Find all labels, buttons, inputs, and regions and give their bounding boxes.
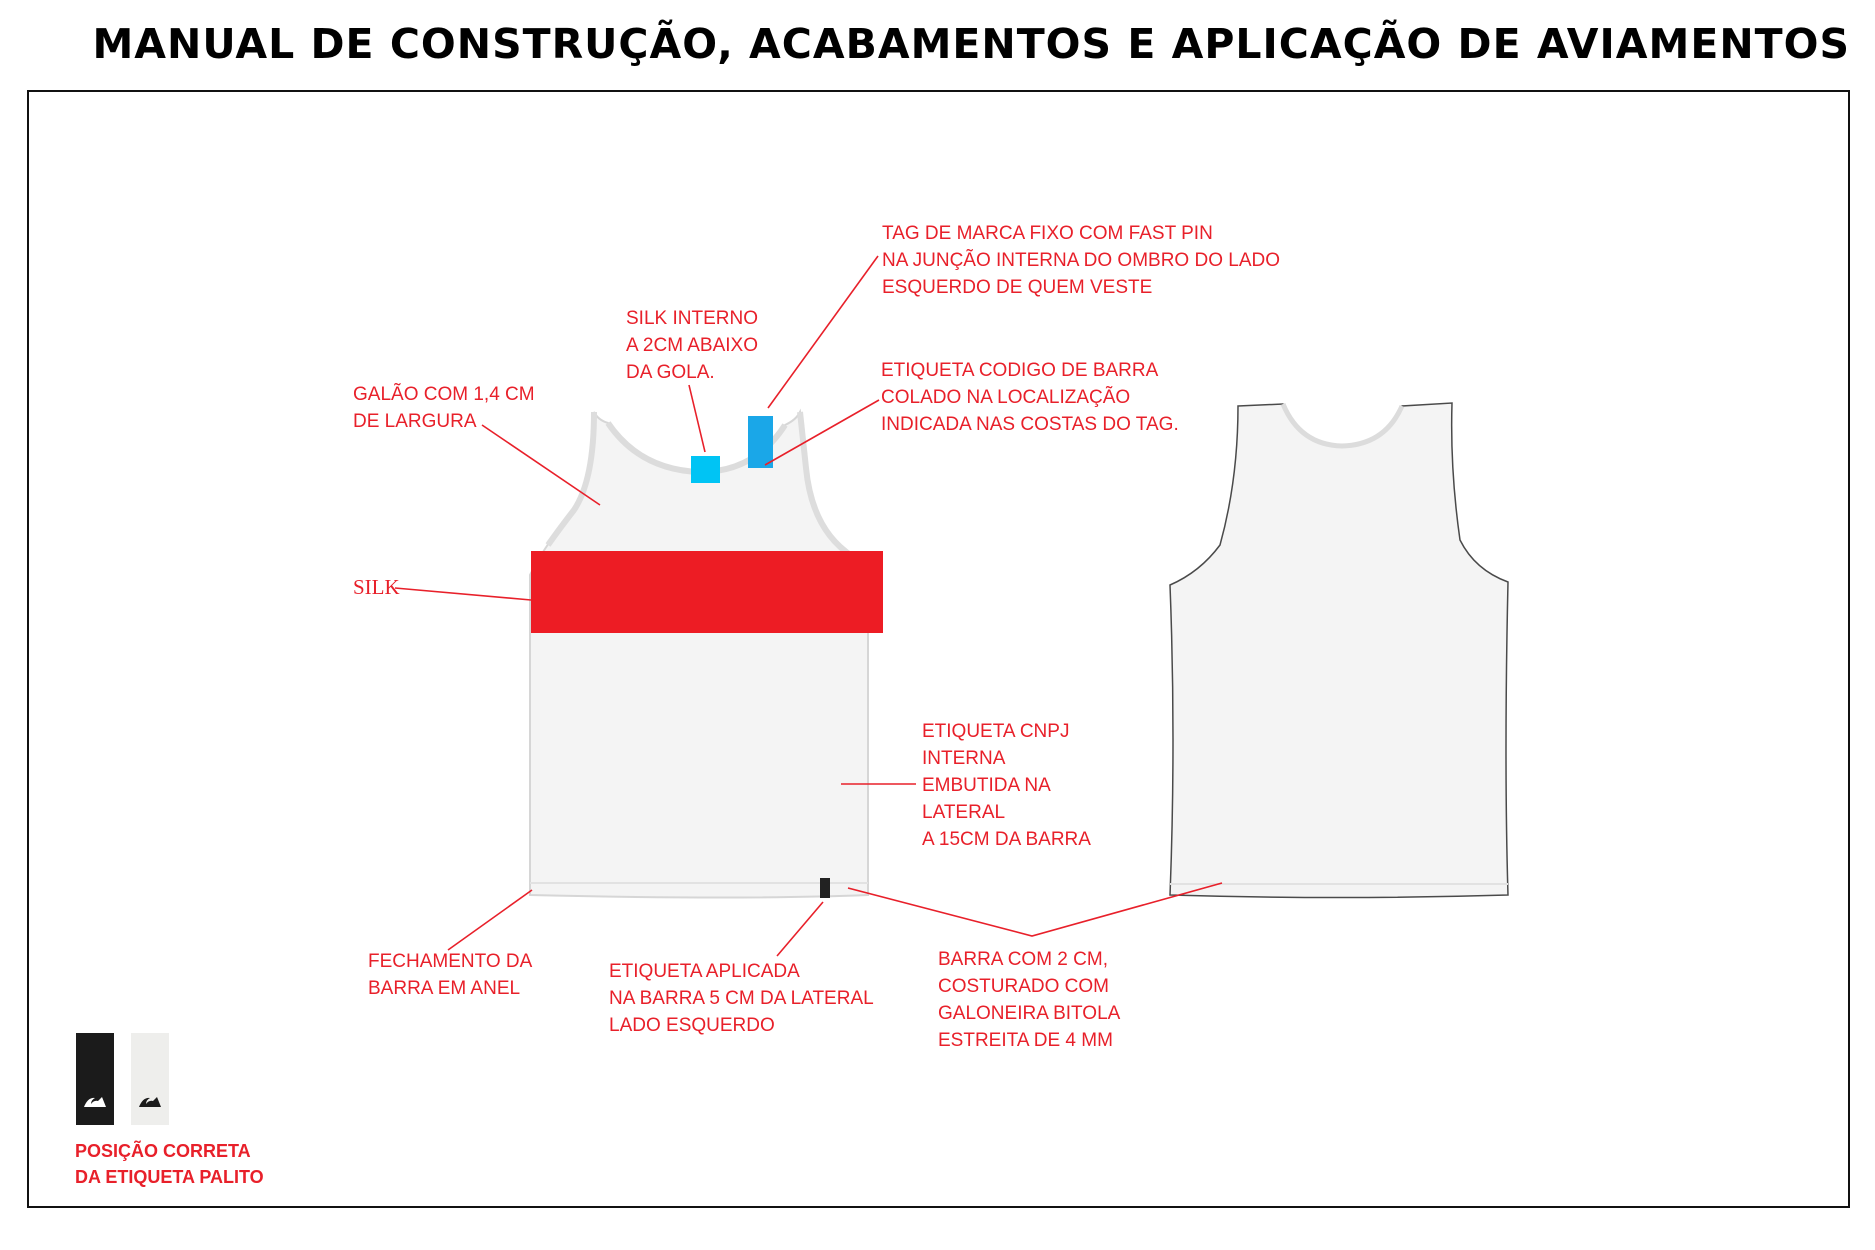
silk-internal-marker	[691, 456, 720, 483]
annotation-binding: GALÃO COM 1,4 CM DE LARGURA	[353, 384, 535, 432]
annotation-barcode-label: ETIQUETA CODIGO DE BARRA COLADO NA LOCALIZAÇÃO INDICADA NAS COSTAS DO TAG.	[881, 360, 1179, 435]
annotation-applied-label: ETIQUETA APLICADA NA BARRA 5 CM DA LATERAL LADO ESQUERDO	[609, 961, 874, 1036]
annotation-silk: SILK	[353, 575, 400, 599]
silk-print-area	[531, 551, 883, 633]
leader-applied-label	[777, 902, 823, 956]
hem-flag-label	[820, 878, 830, 898]
wave-mountain-logo-icon	[137, 1091, 163, 1111]
label-swatch-light	[131, 1033, 169, 1125]
annotation-hem: BARRA COM 2 CM, COSTURADO COM GALONEIRA BITOLA ESTREITA DE 4 MM	[938, 949, 1121, 1051]
back-tank-body	[1170, 403, 1508, 898]
page-title: MANUAL DE CONSTRUÇÃO, ACABAMENTOS E APLICAÇÃO DE AVIAMENTOS	[92, 20, 1850, 68]
leader-silk-internal	[689, 385, 705, 452]
label-swatch-dark	[76, 1033, 114, 1125]
leader-binding	[482, 425, 600, 505]
back-tank-top	[1170, 403, 1508, 898]
leader-silk	[395, 588, 531, 600]
wave-mountain-logo-icon	[82, 1091, 108, 1111]
leader-hem-closure	[448, 890, 532, 950]
leader-brand-tag	[768, 256, 878, 408]
annotation-silk-internal: SILK INTERNO A 2CM ABAIXO DA GOLA.	[626, 308, 758, 383]
leader-hem	[848, 883, 1222, 936]
annotation-brand-tag: TAG DE MARCA FIXO COM FAST PIN NA JUNÇÃO INTERNA DO OMBRO DO LADO ESQUERDO DE QUEM VESTE	[882, 223, 1280, 298]
annotation-cnpj-label: ETIQUETA CNPJ INTERNA EMBUTIDA NA LATERAL A 15CM DA BARRA	[922, 721, 1091, 850]
annotation-hem-closure: FECHAMENTO DA BARRA EM ANEL	[368, 951, 533, 999]
legend-caption: POSIÇÃO CORRETA DA ETIQUETA PALITO	[75, 1141, 264, 1187]
front-tank-body	[530, 412, 868, 898]
brand-tag-marker	[748, 416, 773, 468]
front-tank-top	[530, 412, 883, 898]
